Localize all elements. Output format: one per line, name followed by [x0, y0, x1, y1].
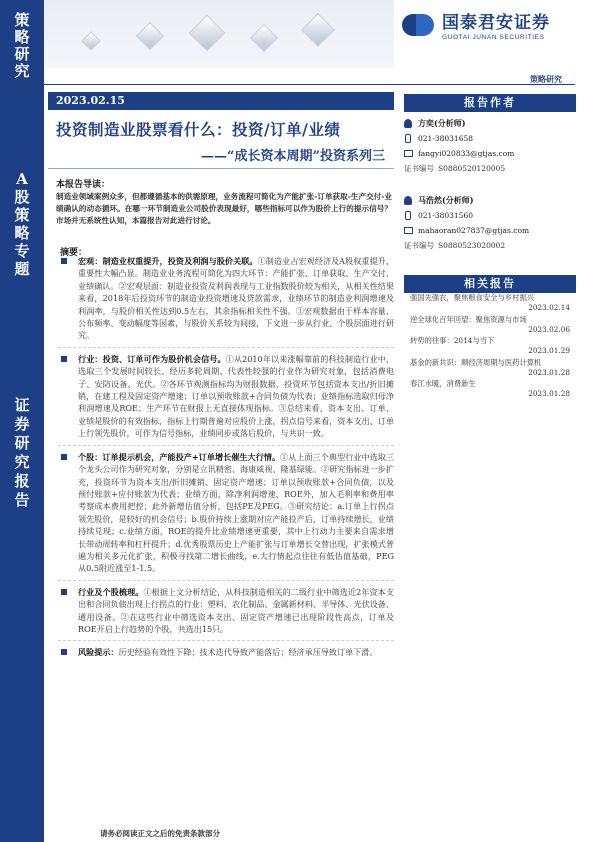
bullet-square-icon — [61, 258, 67, 264]
analyst-name: 马浩然(分析师) — [418, 195, 474, 205]
related-report-date: 2023.01.29 — [528, 346, 570, 356]
abstract-item-screening — [58, 586, 394, 642]
related-report-date: 2023.01.28 — [528, 389, 570, 399]
abstract-item-stock — [58, 451, 394, 581]
diamond-icon — [301, 13, 335, 47]
title-divider — [48, 168, 394, 169]
category-label: 策略研究 — [530, 74, 562, 84]
related-report-title[interactable]: 春江水暖，消费新生 — [410, 379, 476, 389]
sidebar-char: A — [16, 170, 28, 188]
abstract-item-text: ①从上面三个典型行业中选取三个龙头公司作为研究对象，分别是立讯精密、海康威视、隆基绿能。②研究指标进一步扩充，投资环节为资本支出/折旧摊销、固定资产增速；订单以预收账款+合同负债，以及预付账款+应付账款为代表；业绩方面，除净利润增速、ROE外，加入毛利率和费用率考察成本费用把控；此外新增估值分析，包括PE及PEG。③研究结论：a.订单上行拐点领先股价，是较好的机会信号；b.股价持续上涨期对应产能投产后，订单持续增长，业绩持续兑现；c.业绩方面，ROE的提升比业绩增速更重要，其中上行动力主要来自需求增长带动周转率和杠杆提升；d.优秀股票历史上产能扩张与订单增长交替出现，扩张模式普遍为相关多元化扩张，积极寻找第二增长曲线，e.大行情起点往往有低估值基础，PEG从0.5附近涨至1-1.5。 — [78, 451, 394, 574]
bullet-square-icon — [61, 356, 67, 362]
analyst-phone: 021-38031658 — [418, 134, 474, 143]
bullet-square-icon — [61, 649, 67, 655]
abstract-item-text: ①制造业占宏观经济及A股权重提升，重要性大幅凸显。制造业业务流程可简化为四大环节：产能扩张、订单获取、生产交付、业绩确认。②宏观层面：制造业投资及利润表现与工业指数股价较为相关，从相关性结果来看，2018年后投资环节的制造业投资增速及贷款需求，业绩环节的制造业利润增速及利润率，与股价相关性达到0.5左右，其余指标相关性不强。③宏观数据由于样本容量、公布频率、变动幅度等因素，与股价关系较为间接，下文进一步从行业、个股层面进行研究。 — [78, 256, 394, 341]
abstract-item-industry — [58, 353, 394, 446]
brand-logo-icon — [402, 11, 436, 39]
guide-heading: 本报告导读： — [56, 180, 111, 190]
related-report-date: 2023.02.14 — [528, 303, 570, 312]
related-report-item[interactable] — [404, 315, 576, 337]
brand-name-en: GUOTAI JUNAN SECURITIES — [442, 34, 545, 41]
sidebar-char: 略 — [14, 224, 30, 242]
sidebar-char: 券 — [14, 415, 30, 433]
diamond-icon — [136, 22, 164, 50]
phone-icon — [405, 134, 411, 143]
related-report-title[interactable]: 强国先强农，聚焦粮食安全与乡村振兴 — [410, 293, 535, 302]
sidebar-char: 题 — [14, 260, 30, 278]
analyst-email[interactable]: mahaoran027837@gtjas.com — [418, 226, 530, 235]
related-report-title[interactable]: 基金的新共识：顺经济周期与医药计算机 — [410, 357, 542, 367]
related-report-item[interactable] — [404, 293, 576, 315]
report-title: 投资制造业股票看什么：投资/订单/业绩 — [56, 120, 341, 139]
abstract-item-lead: 行业：投资、订单可作为股价机会信号。 — [78, 353, 226, 364]
analyst-phone: 021-38031560 — [418, 211, 474, 220]
sidebar-char: 研 — [14, 434, 30, 452]
analyst-card — [404, 116, 576, 176]
related-report-title[interactable]: 逆全球化百年回望：聚焦资源与市场 — [410, 314, 527, 324]
guide-text: 制造业领域案例众多，但都遵循基本的供需原理，业务流程可简化为产能扩张-订单获取-生产交付-业绩确认的动态循环。在哪一环节制造业公司股价表现最好，哪些指标可以作为股价上行的提示信号？市场并无系统性认知，本篇报告对此进行讨论。 — [56, 192, 392, 226]
abstract-item-lead: 宏观：制造业权重提升，投资及利润与股价关联。 — [78, 256, 258, 266]
abstract-item-text: ①从2010年以来涨幅靠前的科技制造行业中，选取三个发展时间较长、经历多轮周期、代表性较强的行业作为研究对象，包括消费电子、安防设备、光伏。②各环节观测指标均为财报数据，投资环节包括资本支出/折旧摊销，在建工程及固定资产增速；订单以预收账款+合同负债为代表；业绩指标选取归母净利润增速及ROE；生产环节在财报上无直接体现指标。③总结来看，资本支出、订单、业绩是股价的有效指标，指标上行期普遍对应股价上涨，拐点信号来看，资本支出、订单上行领先股价，可作为信号指标，业绩同步或落后股价，与共识一致。 — [78, 353, 394, 439]
sidebar-char: 策 — [14, 206, 30, 224]
brand-name-cn: 国泰君安证券 — [442, 13, 550, 33]
sidebar-report-type — [0, 396, 44, 510]
sidebar-char: 策 — [14, 11, 30, 29]
disclaimer-note: 请务必阅读正文之后的免责条款部分 — [100, 829, 220, 838]
sidebar-char: 股 — [14, 188, 30, 206]
related-report-item[interactable] — [404, 336, 576, 358]
related-report-date: 2023.02.06 — [528, 324, 570, 334]
abstract-list — [58, 255, 394, 669]
left-sidebar-strip — [0, 0, 44, 842]
related-report-item[interactable] — [404, 358, 576, 380]
analyst-email[interactable]: fangyi020833@gtjas.com — [418, 149, 515, 158]
abstract-item-text: 历史经验有效性下降；技术迭代导致产能落后；经济承压导致订单下滑。 — [118, 647, 378, 658]
related-report-date: 2023.01.28 — [528, 367, 570, 377]
phone-icon — [405, 211, 411, 220]
analyst-cert: S0880523020002 — [438, 241, 506, 250]
abstract-item-risk — [58, 646, 394, 663]
related-report-item[interactable] — [404, 379, 576, 401]
cert-label: 证书编号 — [404, 164, 434, 173]
sidebar-char: 专 — [14, 242, 30, 260]
bullet-square-icon — [61, 454, 67, 460]
sidebar-char: 研 — [14, 45, 30, 63]
analyst-name: 方奕(分析师) — [418, 118, 466, 128]
sidebar-char: 究 — [14, 62, 30, 80]
authors-heading: 报告作者 — [404, 94, 576, 112]
abstract-item-lead: 个股：订单提示机会，产能投产+订单增长催生大行情。 — [78, 451, 281, 462]
sidebar-char: 告 — [14, 491, 30, 509]
sidebar-char: 报 — [14, 472, 30, 490]
header-decoration-band — [44, 0, 394, 68]
abstract-item-macro — [58, 255, 394, 348]
abstract-item-lead: 行业及个股梳理。 — [78, 586, 144, 597]
related-reports-list — [404, 293, 576, 401]
abstract-item-lead: 风险提示： — [78, 647, 119, 658]
report-subtitle: ——“成长资本周期”投资系列三 — [201, 149, 385, 164]
header-divider — [44, 84, 575, 85]
abstract-heading: 摘要： — [60, 248, 88, 258]
person-icon — [404, 196, 412, 205]
cert-label: 证书编号 — [404, 241, 434, 250]
sidebar-series-label — [0, 170, 44, 278]
person-icon — [404, 119, 412, 128]
sidebar-char: 略 — [14, 28, 30, 46]
related-report-title[interactable]: 转势的往事：2014与当下 — [410, 336, 495, 346]
bullet-square-icon — [61, 589, 67, 595]
mail-icon — [404, 227, 413, 234]
analyst-cert: S0880520120005 — [438, 164, 506, 173]
abstract-item-text: ①根据上文分析结论，从科技制造相关的二级行业中筛选近2年资本支出和合同负债出现上行拐点的行业：塑料、农化制品、金属新材料、半导体、光伏设备、通用设备。②在这些行业中筛选资本支出、固定资产增速已出现阶段性高点，订单及ROE开启上行趋势的个股，共选出15只。 — [78, 586, 394, 634]
diamond-icon — [189, 15, 226, 52]
diamond-icon — [81, 31, 101, 51]
mail-icon — [404, 150, 413, 157]
sidebar-char: 证 — [14, 396, 30, 414]
brand-logo — [402, 8, 550, 41]
analyst-card — [404, 193, 576, 253]
sidebar-top-label — [0, 12, 44, 80]
diamond-icon — [250, 24, 278, 52]
report-date: 2023.02.15 — [48, 92, 394, 110]
related-heading: 相关报告 — [404, 275, 576, 293]
sidebar-char: 究 — [14, 453, 30, 471]
